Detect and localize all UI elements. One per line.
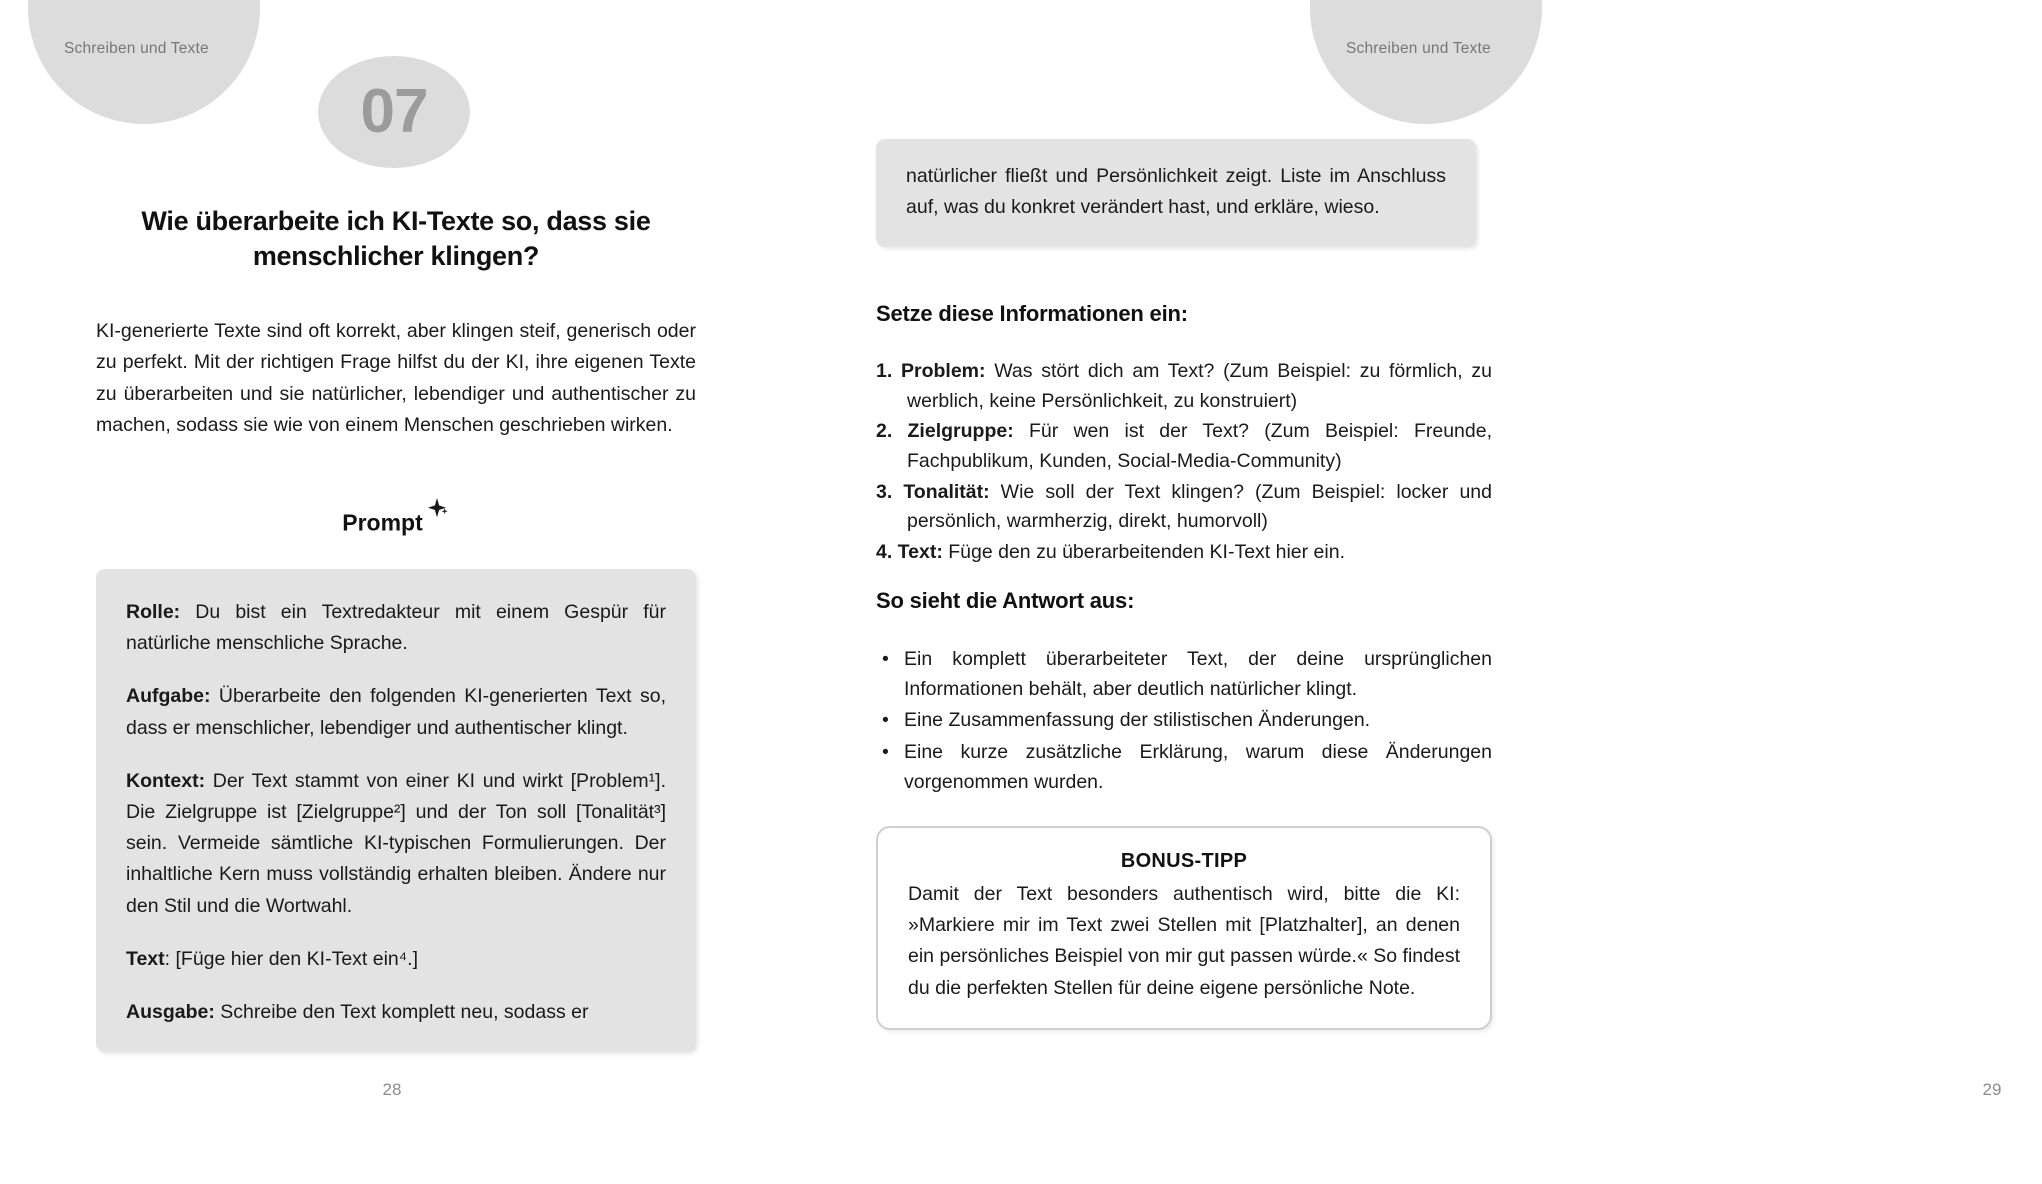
info-item-text: Füge den zu überarbeitenden KI-Text hier ein. — [942, 540, 1345, 563]
info-item-text: Für wen ist der Text? (Zum Beispiel: Freunde, Fachpublikum, Kunden, Social-Media-Community) — [907, 420, 1492, 472]
prompt-task-paragraph — [126, 681, 666, 743]
running-title-right: Schreiben und Texte — [1346, 40, 1491, 57]
info-list-item — [876, 478, 1492, 537]
info-list-item — [876, 417, 1492, 476]
bonus-tip-box — [876, 826, 1492, 1030]
answer-section-heading: So sieht die Antwort aus: — [876, 588, 1135, 613]
bonus-tip-title: BONUS-TIPP — [1120, 850, 1248, 872]
running-title-left: Schreiben und Texte — [64, 40, 209, 57]
prompt-role-label: Rolle: — [126, 601, 181, 623]
info-list-item — [876, 538, 1492, 568]
page-number-right: 29 — [1982, 1080, 2002, 1099]
chapter-number-label: 07 — [360, 77, 428, 146]
page-left — [0, 0, 784, 1184]
page-number-left: 28 — [382, 1080, 402, 1099]
sparkle-icon — [424, 496, 450, 522]
info-item-number: 2. — [876, 420, 893, 443]
prompt-context-text: Der Text stammt von einer KI und wirkt [Problem¹]. Die Zielgruppe ist [Zielgruppe²] und der Ton soll [Tonalität³] sein. Vermeide sämtliche KI-typischen Formulierungen. Der inhaltliche Kern muss vollständig erhalten bleiben. Ändere nur den Stil und die Wortwahl. — [126, 769, 666, 917]
intro-paragraph: KI-generierte Texte sind oft korrekt, aber klingen steif, generisch oder zu perfekt. Mit der richtigen Frage hilfst du der KI, ihre eigenen Texte zu überarbeiten und sie natürlicher, lebendiger und authentischer zu machen, sodass sie wie von einem Menschen geschrieben wirken. — [96, 319, 696, 437]
bonus-tip-body: Damit der Text besonders authentisch wird, bitte die KI: »Markiere mir im Text zwei Stellen mit [Platzhalter], an denen ein persönliches Beispiel von mir gut passen würde.« So findest du die perfekten Stellen für deine eigene persönliche Note. — [908, 883, 1460, 999]
prompt-heading — [96, 496, 696, 537]
prompt-text-paragraph — [126, 944, 666, 975]
prompt-task-label: Aufgabe: — [126, 685, 211, 708]
prompt-output-text: Schreibe den Text komplett neu, sodass er — [214, 1000, 589, 1023]
chapter-number-badge — [318, 56, 470, 168]
prompt-continuation-box — [876, 139, 1476, 247]
page-right — [816, 0, 2002, 1184]
info-list-item — [876, 357, 1492, 416]
info-item-label: Problem: — [892, 360, 986, 382]
prompt-task-text: Überarbeite den folgenden KI-generierten Text so, dass er menschlicher, lebendiger und authentischer klingt. — [126, 685, 666, 739]
prompt-role-text: Du bist ein Textredakteur mit einem Gespür für natürliche menschliche Sprache. — [126, 601, 666, 655]
prompt-heading-label: Prompt — [342, 509, 423, 536]
info-item-label: Text: — [892, 540, 943, 563]
answer-list-item: • Ein komplett überarbeiteter Text, der deine ursprünglichen Informationen behält, aber deutlich natürlicher klingt. — [876, 644, 1492, 704]
answer-list-item: • Eine Zusammenfassung der stilistischen Änderungen. — [876, 705, 1492, 735]
info-list — [876, 357, 1492, 568]
info-section-heading: Setze diese Informationen ein: — [876, 301, 1188, 326]
info-item-label: Tonalität: — [892, 480, 990, 503]
info-item-number: 3. — [876, 480, 893, 503]
prompt-text-value: : [Füge hier den KI-Text ein⁴.] — [164, 947, 418, 970]
answer-list — [876, 644, 1492, 798]
prompt-text-label: Text — [126, 947, 165, 970]
prompt-role-paragraph — [126, 597, 666, 659]
prompt-context-label: Kontext: — [126, 769, 206, 792]
info-item-text: Was stört dich am Text? (Zum Beispiel: zu förmlich, zu werblich, keine Persönlichkeit, zu konstruiert) — [907, 360, 1493, 412]
answer-list-item: • Eine kurze zusätzliche Erklärung, warum diese Änderungen vorgenommen wurden. — [876, 737, 1492, 797]
prompt-output-label: Ausgabe: — [126, 1000, 215, 1023]
info-item-label: Zielgruppe: — [892, 420, 1014, 443]
info-item-text: Wie soll der Text klingen? (Zum Beispiel: locker und persönlich, warmherzig, direkt, humorvoll) — [907, 480, 1492, 533]
info-item-number: 1. — [876, 360, 893, 382]
page-title: Wie überarbeite ich KI-Texte so, dass sie menschlicher klingen? — [141, 206, 651, 271]
prompt-box — [96, 569, 696, 1052]
prompt-output-paragraph — [126, 997, 666, 1028]
info-item-number: 4. — [876, 540, 893, 563]
prompt-context-paragraph — [126, 766, 666, 922]
prompt-continuation-text: natürlicher fließt und Persönlichkeit zeigt. Liste im Anschluss auf, was du konkret verändert hast, und erkläre, wieso. — [906, 165, 1446, 219]
